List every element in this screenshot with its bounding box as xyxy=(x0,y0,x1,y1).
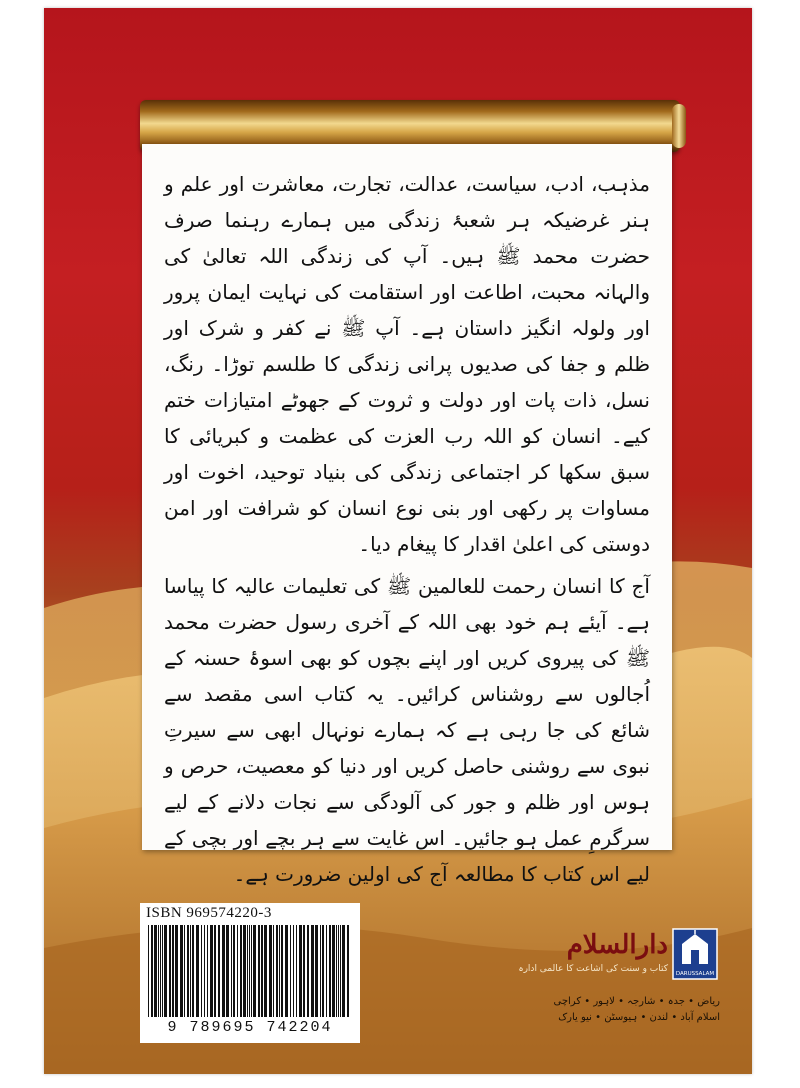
barcode-bar xyxy=(158,925,159,1017)
urdu-description xyxy=(164,166,650,892)
book-back-cover xyxy=(44,8,752,1074)
barcode-bar xyxy=(329,925,331,1017)
barcode-bar xyxy=(315,925,318,1017)
barcode-bar xyxy=(172,925,174,1017)
barcode-bar xyxy=(247,925,248,1017)
text-panel xyxy=(142,144,672,886)
barcode-bar xyxy=(175,925,178,1017)
publisher-cities-line2: اسلام آباد • لندن • ہیوسٹن • نیو یارک xyxy=(558,1012,720,1023)
barcode-bar xyxy=(249,925,250,1017)
barcode-bar xyxy=(251,925,252,1017)
barcode-bar xyxy=(207,925,208,1017)
barcode-bar xyxy=(180,925,183,1017)
publisher-tagline: کتاب و سنت کی اشاعت کا عالمی ادارہ xyxy=(518,964,668,974)
barcode-bar xyxy=(201,925,202,1017)
barcode-bar xyxy=(332,925,335,1017)
paragraph-1: مذہب، ادب، سیاست، عدالت، تجارت، معاشرت اور علم و ہنر غرضیکہ ہر شعبۂ زندگی میں ہمارے رہنما صرف حضرت محمد ﷺ ہیں۔ آپ کی زندگی اللہ تعالیٰ کی والہانہ محبت، اطاعت اور استقامت کی نہایت ایمان پرور اور ولولہ انگیز داستان ہے۔ آپ ﷺ نے کفر و شرک اور ظلم و جفا کی صدیوں پرانی زندگی کا طلسم توڑا۔ رنگ، نسل، ذات پات اور دولت و ثروت کے جھوٹے امتیازات ختم کیے۔ انسان کو اللہ رب العزت کی عظمت و کبریائی کا سبق سکھا کر اجتماعی زندگی کی بنیاد توحید، اخوت اور مساوات پر رکھی اور بنی نوع انسان کو شرافت اور امن دوستی کی اعلیٰ اقدار کا پیغام دیا۔ xyxy=(164,172,650,556)
barcode-bar xyxy=(151,925,153,1017)
barcode-bar xyxy=(281,925,283,1017)
barcode-bar xyxy=(261,925,263,1017)
barcode-bar xyxy=(285,925,288,1017)
publisher-name: دارالسلام xyxy=(566,930,668,960)
barcode-bar xyxy=(214,925,216,1017)
barcode-bar xyxy=(222,925,225,1017)
barcode-bar xyxy=(237,925,238,1017)
barcode-bar xyxy=(303,925,305,1017)
publisher-cities-line1: ریاض • جدہ • شارجہ • لاہور • کراچی xyxy=(553,996,720,1007)
paragraph-2: آج کا انسان رحمت للعالمین ﷺ کی تعلیمات عالیہ کا پیاسا ہے۔ آیئے ہم خود بھی اللہ کے آخری رسول حضرت محمد ﷺ کی پیروی کریں اور اپنے بچوں کو بھی اسوۂ حسنہ کے اُجالوں سے روشناس کرائیں۔ یہ کتاب اسی مقصد سے شائع کی جا رہی ہے کہ ہمارے نونہال ابھی سے سیرتِ نبوی سے روشنی حاصل کریں اور دنیا کو معصیت، حرص و ہوس اور ظلم و جور کی آلودگی سے نجات دلانے کے لیے سرگرمِ عمل ہو جائیں۔ اس غایت سے ہر بچے اور بچی کے لیے اس کتاب کا مطالعہ آج کی اولین ضرورت ہے۔ xyxy=(164,574,650,886)
barcode-bar xyxy=(204,925,205,1017)
barcode-bar xyxy=(218,925,220,1017)
barcode-bar xyxy=(320,925,321,1017)
barcode-bar xyxy=(253,925,256,1017)
barcode-label xyxy=(140,903,360,1043)
barcode-bar xyxy=(296,925,297,1017)
barcode-bar xyxy=(164,925,167,1017)
barcode-bar xyxy=(169,925,171,1017)
barcode-bar xyxy=(210,925,213,1017)
barcode-bar xyxy=(162,925,163,1017)
barcode-bar xyxy=(322,925,324,1017)
barcode-bar xyxy=(264,925,267,1017)
barcode-bar xyxy=(279,925,280,1017)
publisher-block xyxy=(484,928,724,1028)
barcode-bar xyxy=(276,925,278,1017)
barcode-bar xyxy=(240,925,242,1017)
barcode-bar xyxy=(184,925,185,1017)
barcode-bar xyxy=(148,925,149,1017)
barcode-bar xyxy=(258,925,260,1017)
barcode-bar xyxy=(196,925,199,1017)
barcode-bar xyxy=(311,925,314,1017)
barcode-bar xyxy=(336,925,337,1017)
barcode-bar xyxy=(231,925,232,1017)
barcode-bar xyxy=(190,925,191,1017)
barcode-bar xyxy=(326,925,327,1017)
barcode-icon xyxy=(146,925,354,1017)
barcode-bar xyxy=(160,925,161,1017)
barcode-bar xyxy=(273,925,274,1017)
barcode-bar xyxy=(347,925,349,1017)
barcode-bar xyxy=(233,925,235,1017)
barcode-bar xyxy=(342,925,345,1017)
barcode-bar xyxy=(269,925,272,1017)
barcode-bar xyxy=(338,925,339,1017)
barcode-bar xyxy=(293,925,294,1017)
darussalam-logo-icon xyxy=(672,928,718,980)
barcode-bar xyxy=(307,925,309,1017)
barcode-bar xyxy=(226,925,229,1017)
isbn-number: ISBN 969574220-3 xyxy=(146,905,272,921)
barcode-bar xyxy=(299,925,302,1017)
barcode-digits: 9 789695 742204 xyxy=(167,1019,333,1036)
barcode-bar xyxy=(154,925,157,1017)
barcode-bar xyxy=(340,925,341,1017)
barcode-bar xyxy=(243,925,246,1017)
barcode-bar xyxy=(192,925,194,1017)
barcode-bar xyxy=(187,925,189,1017)
logo-caption: DARUSSALAM xyxy=(675,971,715,977)
barcode-bar xyxy=(290,925,291,1017)
